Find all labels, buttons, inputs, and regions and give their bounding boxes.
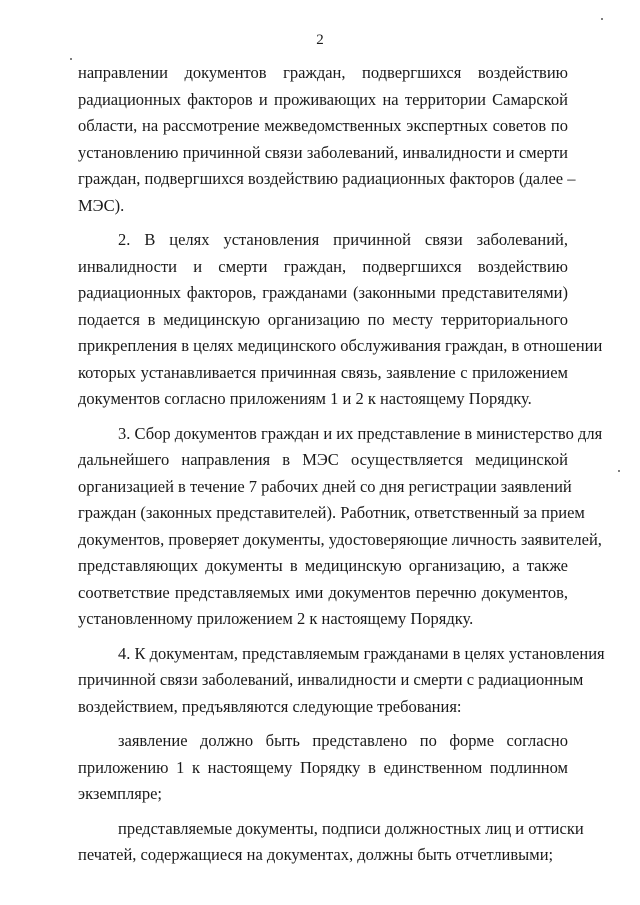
text-line: прикрепления в целях медицинского обслуживания граждан, в отношении — [78, 336, 603, 355]
text-line: граждан (законных представителей). Работник, ответственный за прием — [78, 503, 585, 522]
text-line: соответствие представляемых ими документов перечню документов, — [78, 582, 568, 602]
text-line: печатей, содержащиеся на документах, должны быть отчетливыми; — [78, 845, 554, 864]
text-line: документов согласно приложениям 1 и 2 к настоящему Порядку. — [78, 389, 532, 408]
paragraph-3 — [78, 421, 603, 633]
text-line: воздействием, предъявляются следующие требования: — [78, 696, 462, 716]
paragraph-1 — [78, 60, 576, 219]
text-line: радиационных факторов, гражданами (законными представителями) — [78, 283, 568, 302]
text-line: которых устанавливается причинная связь, заявление с приложением — [78, 362, 568, 382]
scan-speck — [601, 18, 603, 20]
page-number: 2 — [316, 32, 324, 48]
text-line: 4. К документам, представляемым гражданами в целях установления — [118, 643, 605, 663]
text-line: приложению 1 к настоящему Порядку в единственном подлинном — [78, 757, 568, 777]
paragraph-6 — [78, 816, 584, 869]
text-line: направлении документов граждан, подвергшихся воздействию — [78, 63, 568, 82]
text-line: радиационных факторов и проживающих на территории Самарской — [78, 89, 568, 109]
text-line: установленному приложением 2 к настоящему Порядку. — [78, 609, 474, 628]
paragraph-4 — [78, 641, 605, 721]
text-line: документов, проверяет документы, удостоверяющие личность заявителей, — [78, 529, 602, 549]
paragraph-2 — [78, 227, 603, 413]
text-line: инвалидности и смерти граждан, подвергшихся воздействию — [78, 256, 568, 276]
text-line: представляющих документы в медицинскую организацию, а также — [78, 556, 568, 575]
text-line: организацией в течение 7 рабочих дней со дня регистрации заявлений — [78, 476, 572, 496]
text-line: установлению причинной связи заболеваний, инвалидности и смерти — [78, 142, 568, 162]
text-line: 3. Сбор документов граждан и их представление в министерство для — [118, 423, 603, 443]
paragraph-5 — [78, 728, 568, 808]
scan-speck — [618, 470, 620, 472]
text-line: дальнейшего направления в МЭС осуществляется медицинской — [78, 450, 568, 469]
document-body — [78, 60, 605, 869]
text-line: причинной связи заболеваний, инвалидности и смерти с радиационным — [78, 670, 584, 689]
text-line: граждан, подвергшихся воздействию радиационных факторов (далее – — [78, 169, 576, 188]
text-line: МЭС). — [78, 195, 125, 215]
text-line: экземпляре; — [78, 784, 162, 803]
scan-speck — [70, 58, 72, 60]
text-line: заявление должно быть представлено по форме согласно — [118, 731, 568, 750]
text-line: представляемые документы, подписи должностных лиц и оттиски — [118, 818, 584, 838]
text-line: подается в медицинскую организацию по месту территориального — [78, 309, 568, 329]
text-line: 2. В целях установления причинной связи заболеваний, — [118, 230, 568, 249]
text-line: области, на рассмотрение межведомственных экспертных советов по — [78, 116, 568, 135]
